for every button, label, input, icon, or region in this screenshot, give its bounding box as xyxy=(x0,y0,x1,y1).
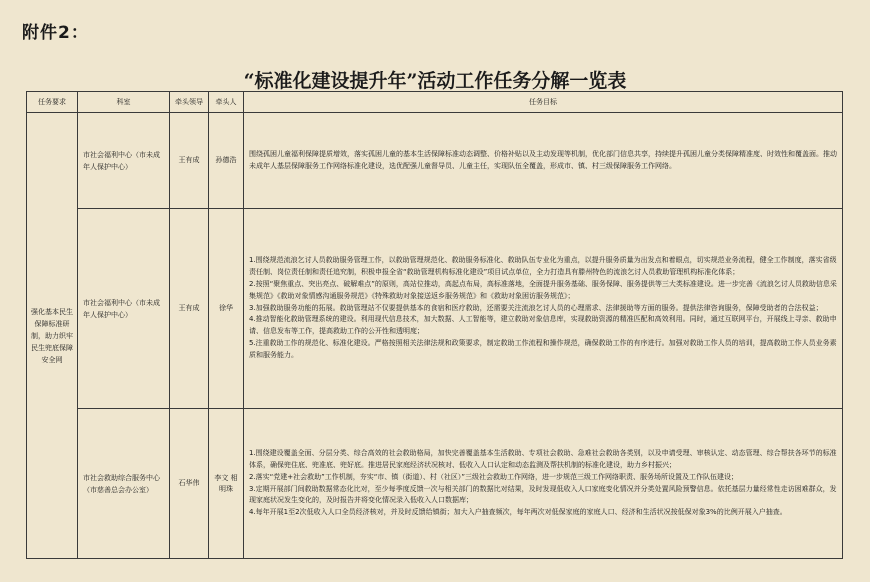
document-title: “标准化建设提升年”活动工作任务分解一览表 xyxy=(243,70,627,92)
department-cell: 市社会福利中心（市未成年人保护中心） xyxy=(78,113,170,209)
header-requirement: 任务要求 xyxy=(27,92,78,113)
goal-item: 3.定期开展部门间救助数据常态化比对，至少每季度反馈一次与相关部门的数据比对结果，及时发现低收入人口家庭变化情况并分类处置风险预警信息。依托基层力量经常性走访困难群众，发现家庭状况发生变化的，及时报告并将变化情况录入低收入人口数据库； xyxy=(249,484,837,505)
goal-item: 2.按照“聚焦重点、突出亮点、破解难点”的原则，高站位推动，高起点布局，高标准落地，全面提升服务基础、服务保障、服务提供等三大类标准建设。进一步完善《流浪乞讨人员救助信息采集规范》《救助对象情感沟通服务规范》《特殊救助对象接送返乡服务规范》和《救助对象困访服务规范》； xyxy=(249,280,837,300)
leader-cell: 石华伟 xyxy=(170,409,209,559)
header-department: 科室 xyxy=(78,92,170,113)
attachment-label: 附件2： xyxy=(22,23,89,43)
goal-item: 4.每年开展1至2次低收入人口全员经济核对，并及时反馈给镇街；加大入户抽查频次，每年两次对低保家庭的家庭人口、经济和生活状况按低保对象3%的比例开展入户抽查。 xyxy=(249,508,787,517)
task-breakdown-table xyxy=(26,91,843,559)
goal-cell xyxy=(244,409,843,559)
goal-item: 1.围绕建设覆盖全面、分层分类、综合高效的社会救助格局，加快完善覆盖基本生活救助、专项社会救助、急难社会救助各类别，以及申请受理、审核认定、动态管理、综合帮扶各环节的标准体系，确保兜住底、兜准底、兜好底。推进居民家庭经济状况核对、低收入人口认定和动态监测及帮扶机制的标准化建设，助力乡村振兴； xyxy=(249,449,837,469)
table-row xyxy=(27,113,843,209)
header-goal: 任务目标 xyxy=(244,92,843,113)
table-header-row xyxy=(27,92,843,113)
goal-item: 1.围绕规范流浪乞讨人员救助服务管理工作，以救助管理规范化、救助服务标准化、救助队伍专业化为重点，以提升服务质量为出发点和着眼点，切实规范业务流程，健全工作制度，落实省级责任制、岗位责任制和责任追究制，积极申报全省“救助管理机构标准化建设”项目试点单位，全力打造具有滕州特色的流浪乞讨人员救助管理机构标准化体系； xyxy=(249,256,837,277)
head-cell: 李文 相明珠 xyxy=(209,409,244,559)
department-cell: 市社会福利中心（市未成年人保护中心） xyxy=(78,209,170,409)
table-row xyxy=(27,209,843,409)
leader-cell: 王有成 xyxy=(170,113,209,209)
goal-item: 2.落实“党建+社会救助”工作机制，夯实“市、镇（街道）、村（社区）”三级社会救助工作网络，进一步规范三级工作网络职责、服务场所设置及工作队伍建设； xyxy=(249,472,739,481)
header-head: 牵头人 xyxy=(209,92,244,113)
head-cell: 孙德浩 xyxy=(209,113,244,209)
department-cell: 市社会救助综合服务中心（市慈善总会办公室） xyxy=(78,409,170,559)
goal-cell xyxy=(244,209,843,409)
table-row xyxy=(27,409,843,559)
goal-item: 4.推动智能化救助管理系统的建设。利用现代信息技术，加大数据、人工智能等，建立救助对象信息库，实现救助资源的精准匹配和高效利用。同时，通过互联网平台，开展线上寻亲、救助申请、信息发布等工作，提高救助工作的公开性和透明度； xyxy=(249,315,837,336)
goal-item: 5.注重救助工作的规范化、标准化建设。严格按照相关法律法规和政策要求，制定救助工作流程和操作规范，确保救助工作的有序进行。加强对救助工作人员的培训，提高救助工作人员业务素质和服务能力。 xyxy=(249,338,837,359)
goal-cell: 围绕孤困儿童福利保障提质增效，落实孤困儿童的基本生活保障标准动态调整、价格补贴以及主动发现等机制，优化部门信息共享，持续提升孤困儿童分类保障精准度、时效性和覆盖面。推动未成年人基层保障服务工作网络标准化建设，选优配强儿童督导员、儿童主任，实现队伍全覆盖，形成市、镇、村三级保障服务工作网络。 xyxy=(244,113,843,209)
goal-item: 3.加强救助服务功能的拓展。救助管理站不仅要提供基本的食宿和医疗救助，还需要关注流浪乞讨人员的心理需求、法律援助等方面的服务。提供法律咨询服务，保障受助者的合法权益； xyxy=(249,303,823,312)
header-leader: 牵头领导 xyxy=(170,92,209,113)
leader-cell: 王有成 xyxy=(170,209,209,409)
task-requirement-cell: 强化基本民生保障标准研制，助力织牢民生兜底保障安全网 xyxy=(27,113,78,559)
head-cell: 徐华 xyxy=(209,209,244,409)
